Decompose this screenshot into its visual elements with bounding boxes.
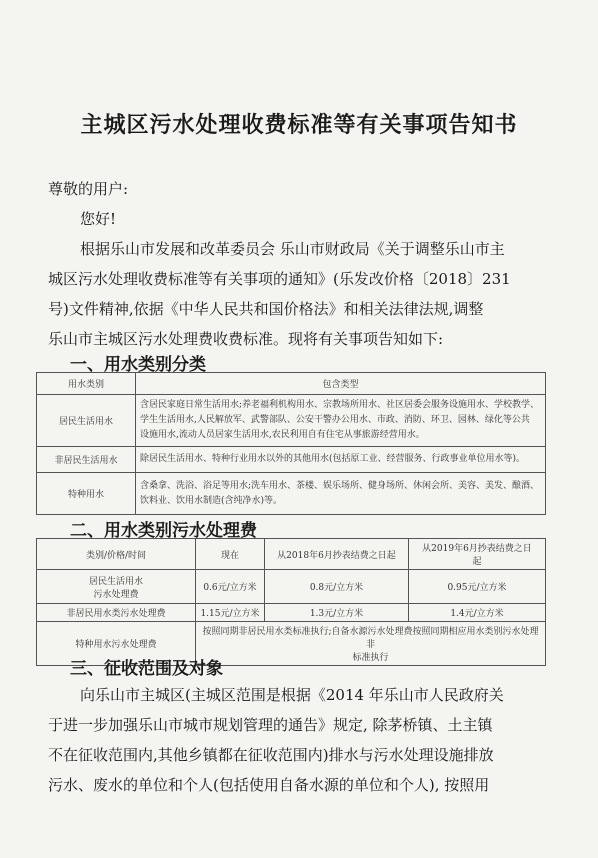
category-cell: 非居民生活用水 <box>37 447 136 473</box>
content-line: 含桑拿、洗浴、浴足等用水;洗车用水、茶楼、娱乐场所、健身场所、休闲会所、美容、美发、酿酒、 <box>140 480 540 491</box>
content-line: 含居民家庭日常生活用水;养老福利机构用水、宗教场所用水、社区居委会服务设施用水、学校教学、 <box>140 400 540 410</box>
content-line: 除居民生活用水、特种行业用水以外的其他用水(包括原工业、经营服务、行政事业单位用水等)。 <box>140 454 526 464</box>
greeting: 尊敬的用户: <box>48 180 129 198</box>
section3-line: 向乐山市主城区(主城区范围是根据《2014 年乐山市人民政府关 <box>80 686 504 704</box>
content-line: 学生生活用水,人民解放军、武警部队、公安干警办公用水、市政、消防、环卫、园林、绿化等公共 <box>140 415 530 425</box>
category-cell: 特种用水 <box>37 473 136 515</box>
water-category-table <box>36 372 546 515</box>
table-row <box>37 570 546 604</box>
category-line: 污水处理费 <box>93 589 139 600</box>
price-2019-cell: 0.95元/立方米 <box>409 570 546 604</box>
content-cell <box>136 473 546 515</box>
section3-line: 污水、废水的单位和个人(包括使用自备水源的单位和个人), 按照用 <box>48 776 490 794</box>
section3-line: 于进一步加强乐山市城市规划管理的通告》规定, 除茅桥镇、土主镇 <box>48 716 493 734</box>
table-row <box>37 395 546 447</box>
table-header-cell: 从2018年6月抄表结费之日起 <box>265 539 409 570</box>
document-title: 主城区污水处理收费标准等有关事项告知书 <box>80 112 518 138</box>
table-header-cell: 包含类型 <box>136 373 546 395</box>
section3-line: 不在征收范围内,其他乡镇都在征收范围内)排水与污水处理设施排放 <box>48 746 494 764</box>
table-header-cell: 用水类别 <box>37 373 136 395</box>
section-heading: 三、征收范围及对象 <box>70 659 223 679</box>
header-line: 起 <box>472 557 482 567</box>
header-line: 从2019年6月抄表结费之日 <box>422 544 532 554</box>
table-row <box>37 604 546 622</box>
table-row <box>37 447 546 473</box>
content-line: 饮料业、饮用水制造(含纯净水)等。 <box>140 495 283 506</box>
category-cell <box>37 570 196 604</box>
table-header-row <box>37 539 546 570</box>
merged-rule-cell <box>196 622 546 666</box>
category-cell: 非居民用水类污水处理费 <box>37 604 196 622</box>
price-2018-cell: 1.3元/立方米 <box>265 604 409 622</box>
price-now-cell: 0.6元/立方米 <box>196 570 265 604</box>
category-cell: 居民生活用水 <box>37 395 136 447</box>
table-header-row <box>37 373 546 395</box>
price-2019-cell: 1.4元/立方米 <box>409 604 546 622</box>
table-header-cell: 现在 <box>196 539 265 570</box>
price-2018-cell: 0.8元/立方米 <box>265 570 409 604</box>
sewage-fee-table <box>36 538 546 666</box>
rule-line: 标准执行 <box>352 653 389 663</box>
content-cell <box>136 395 546 447</box>
table-header-cell: 类别/价格/时间 <box>37 539 196 570</box>
price-now-cell: 1.15元/立方米 <box>196 604 265 622</box>
table-row <box>37 473 546 515</box>
content-line: 设施用水,流动人员居家生活用水,农民利用自有住宅从事旅游经营用水。 <box>140 430 425 440</box>
intro-line: 根据乐山市发展和改革委员会 乐山市财政局《关于调整乐山市主 <box>80 240 505 258</box>
category-cell: 特种用水污水处理费 <box>37 622 196 666</box>
category-line: 居民生活用水 <box>88 576 143 587</box>
section-heading: 一、用水类别分类 <box>70 355 206 375</box>
intro-line: 号)文件精神,依据《中华人民共和国价格法》和相关法律法规,调整 <box>48 300 484 318</box>
intro-line: 城区污水处理收费标准等有关事项的通知》(乐发改价格〔2018〕231 <box>48 270 511 288</box>
hello: 您好! <box>80 210 117 228</box>
table-header-cell <box>409 539 546 570</box>
rule-line: 按照同期非居民用水类标准执行;自备水源污水处理费按照同期相应用水类别污水处理非 <box>202 627 539 650</box>
content-cell <box>136 447 546 473</box>
intro-line: 乐山市主城区污水处理费收费标准。现将有关事项告知如下: <box>48 330 444 348</box>
section-heading: 二、用水类别污水处理费 <box>70 521 257 541</box>
